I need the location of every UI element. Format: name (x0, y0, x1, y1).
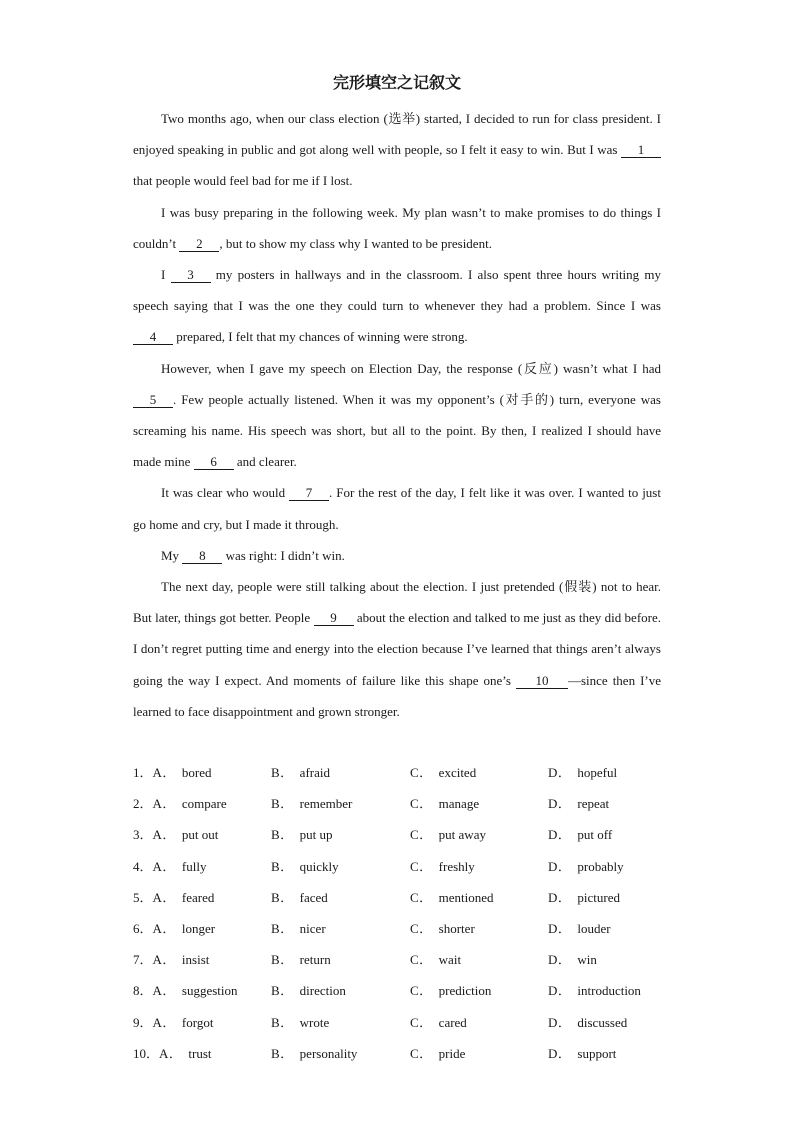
option-c[interactable] (410, 944, 461, 975)
question-number: 7． (133, 952, 153, 968)
option-b[interactable] (271, 882, 328, 913)
question-number: 1． (133, 765, 153, 780)
option-text: bored (181, 765, 212, 780)
passage-text: Two months ago, when our class election (选举) started, I decided to run for class president. I enjoyed speaking in public and got along well with people, so I felt it easy to win. But I was (133, 111, 661, 158)
option-letter: B． (271, 952, 294, 968)
option-c[interactable] (410, 975, 491, 1006)
option-letter: C． (410, 765, 433, 780)
option-letter: C． (410, 952, 433, 968)
option-letter: C． (410, 796, 433, 812)
option-text: probably (577, 858, 624, 874)
option-letter: D． (548, 1045, 572, 1061)
option-a[interactable] (133, 1038, 212, 1069)
option-c[interactable] (410, 851, 475, 882)
option-text: put out (181, 827, 219, 843)
answer-blank[interactable]: 10 (516, 673, 568, 689)
question-row (133, 882, 673, 913)
option-text: manage (438, 796, 480, 812)
option-b[interactable] (271, 757, 330, 788)
option-letter: B． (271, 1014, 294, 1030)
option-d[interactable] (548, 851, 624, 882)
paragraph (133, 477, 661, 539)
answer-blank[interactable]: 1 (621, 142, 661, 158)
option-d[interactable] (548, 788, 609, 819)
option-a[interactable] (133, 851, 206, 882)
option-d[interactable] (548, 757, 617, 788)
option-letter: D． (548, 765, 572, 780)
option-text: afraid (299, 765, 330, 780)
option-d[interactable] (548, 975, 641, 1006)
answer-blank[interactable]: 3 (171, 267, 211, 283)
option-letter: C． (410, 920, 433, 936)
option-text: quickly (299, 858, 339, 874)
option-letter: A． (159, 1045, 183, 1061)
option-a[interactable] (133, 882, 214, 913)
option-letter: D． (548, 983, 572, 999)
option-text: wait (438, 952, 462, 968)
passage-text: and clearer. (233, 454, 297, 470)
passage-text: My (161, 547, 183, 563)
option-letter: C． (410, 889, 433, 905)
option-letter: D． (548, 920, 572, 936)
paragraph (133, 540, 661, 571)
question-number: 3． (133, 827, 153, 843)
cloze-passage (133, 103, 661, 727)
option-d[interactable] (548, 913, 611, 944)
answer-blank[interactable]: 5 (133, 392, 173, 408)
option-letter: B． (271, 889, 294, 905)
option-text: feared (181, 889, 215, 905)
option-text: pictured (577, 889, 620, 905)
option-b[interactable] (271, 975, 346, 1006)
option-letter: D． (548, 858, 572, 874)
option-text: prediction (438, 983, 492, 999)
passage-text: However, when I gave my speech on Election Day, the response (反应) wasn’t what I had (161, 360, 661, 376)
question-row (133, 851, 673, 882)
question-number: 6． (133, 920, 153, 936)
passage-text: It was clear who would (161, 485, 290, 501)
option-text: repeat (577, 796, 610, 812)
option-b[interactable] (271, 788, 352, 819)
option-text: trust (188, 1045, 212, 1061)
option-letter: B． (271, 1045, 294, 1061)
option-c[interactable] (410, 788, 479, 819)
option-text: pride (438, 1045, 466, 1061)
question-number: 10． (133, 1045, 160, 1061)
question-row (133, 1038, 673, 1069)
option-text: insist (181, 952, 210, 968)
option-letter: B． (271, 858, 294, 874)
option-a[interactable] (133, 975, 238, 1006)
option-d[interactable] (548, 1038, 616, 1069)
passage-text: about the election and talked to me just as they did before. I don’t regret putting time and energy into the election because I’ve learned that things aren’t always going the way I expect. And moments of failure like this shape one’s (133, 610, 661, 688)
option-text: fully (181, 858, 207, 874)
option-text: put off (577, 827, 613, 843)
option-a[interactable] (133, 1007, 213, 1038)
option-letter: C． (410, 827, 433, 843)
option-letter: B． (271, 827, 294, 843)
option-c[interactable] (410, 1007, 467, 1038)
option-text: suggestion (181, 983, 238, 999)
option-text: put up (299, 827, 333, 843)
question-row (133, 819, 673, 850)
passage-text: The next day, people were still talking about the election. I just pretended (假装) not to hear. But later, things got better. People (133, 579, 661, 626)
option-letter: B． (271, 765, 294, 780)
option-b[interactable] (271, 913, 326, 944)
option-c[interactable] (410, 1038, 465, 1069)
answer-blank[interactable]: 7 (289, 485, 329, 501)
option-letter: A． (152, 983, 176, 999)
option-d[interactable] (548, 819, 612, 850)
option-letter: A． (152, 796, 176, 812)
option-b[interactable] (271, 1038, 357, 1069)
option-c[interactable] (410, 882, 494, 913)
question-row (133, 1007, 673, 1038)
answer-blank[interactable]: 6 (194, 454, 234, 470)
passage-text: that people would feel bad for me if I lost. (133, 173, 353, 189)
option-c[interactable] (410, 819, 486, 850)
answer-blank[interactable]: 2 (179, 236, 219, 252)
option-d[interactable] (548, 882, 620, 913)
question-row (133, 913, 673, 944)
option-text: discussed (577, 1014, 628, 1030)
passage-text: was right: I didn’t win. (222, 547, 345, 563)
option-letter: D． (548, 889, 572, 905)
question-row (133, 757, 673, 788)
question-number: 2． (133, 796, 153, 812)
paragraph (133, 259, 661, 353)
option-letter: A． (152, 952, 176, 968)
paragraph (133, 571, 661, 727)
question-number: 8． (133, 983, 153, 999)
option-text: shorter (438, 920, 475, 936)
option-text: return (299, 952, 331, 968)
option-text: support (577, 1045, 617, 1061)
option-letter: A． (152, 765, 176, 780)
question-row (133, 975, 673, 1006)
option-letter: A． (152, 889, 176, 905)
option-a[interactable] (133, 913, 215, 944)
option-text: mentioned (438, 889, 494, 905)
option-b[interactable] (271, 944, 331, 975)
option-letter: C． (410, 983, 433, 999)
option-text: introduction (577, 983, 641, 999)
question-number: 4． (133, 858, 153, 874)
option-letter: A． (152, 827, 176, 843)
option-d[interactable] (548, 944, 597, 975)
passage-text: , but to show my class why I wanted to be president. (219, 235, 492, 251)
option-letter: D． (548, 952, 572, 968)
question-row (133, 944, 673, 975)
option-text: wrote (299, 1014, 330, 1030)
option-text: faced (299, 889, 328, 905)
option-a[interactable] (133, 757, 212, 788)
option-text: win (577, 952, 597, 968)
question-row (133, 788, 673, 819)
option-a[interactable] (133, 819, 218, 850)
passage-text: —since then I’ve learned to face disappointment and grown stronger. (133, 672, 661, 719)
option-text: remember (299, 796, 353, 812)
option-a[interactable] (133, 788, 227, 819)
answer-options (133, 757, 673, 1069)
option-b[interactable] (271, 1007, 329, 1038)
passage-text: I was busy preparing in the following week. My plan wasn’t to make promises to do things I couldn’t (133, 204, 661, 251)
answer-blank[interactable]: 4 (133, 329, 173, 345)
option-letter: B． (271, 983, 294, 999)
option-text: freshly (438, 858, 475, 874)
option-letter: C． (410, 858, 433, 874)
option-text: compare (181, 796, 227, 812)
passage-text: . Few people actually listened. When it was my opponent’s (对手的) turn, everyone was screaming his name. His speech was short, but all to the point. By then, I realized I should have made mine (133, 391, 661, 470)
option-text: personality (299, 1045, 358, 1061)
option-text: longer (181, 920, 216, 936)
option-b[interactable] (271, 819, 333, 850)
option-letter: D． (548, 1014, 572, 1030)
option-text: forgot (181, 1014, 214, 1030)
option-a[interactable] (133, 944, 209, 975)
option-text: excited (438, 765, 477, 780)
option-d[interactable] (548, 1007, 627, 1038)
question-number: 5． (133, 889, 153, 905)
paragraph (133, 353, 661, 478)
option-letter: C． (410, 1045, 433, 1061)
page-title: 完形填空之记叙文 (332, 73, 461, 92)
option-text: nicer (299, 920, 326, 936)
option-letter: A． (152, 920, 176, 936)
option-b[interactable] (271, 851, 339, 882)
passage-text: I (161, 267, 171, 283)
question-number: 9． (133, 1014, 153, 1030)
option-c[interactable] (410, 757, 476, 788)
option-text: put away (438, 827, 486, 843)
paragraph (133, 197, 661, 259)
passage-text: my posters in hallways and in the classroom. I also spent three hours writing my speech saying that I was the one they could turn to whenever they had a problem. Since I was (133, 267, 661, 314)
option-letter: A． (152, 1014, 176, 1030)
option-text: louder (577, 920, 611, 936)
option-letter: B． (271, 920, 294, 936)
option-text: direction (299, 983, 346, 999)
option-letter: B． (271, 796, 294, 812)
option-letter: A． (152, 858, 176, 874)
option-letter: C． (410, 1014, 433, 1030)
option-c[interactable] (410, 913, 475, 944)
passage-text: prepared, I felt that my chances of winning were strong. (173, 329, 468, 345)
option-text: cared (438, 1014, 467, 1030)
option-text: hopeful (577, 765, 618, 780)
paragraph (133, 103, 661, 197)
answer-blank[interactable]: 9 (314, 610, 354, 626)
passage-text: . For the rest of the day, I felt like it was over. I wanted to just go home and cry, but I made it through. (133, 485, 661, 532)
option-letter: D． (548, 796, 572, 812)
answer-blank[interactable]: 8 (182, 548, 222, 564)
option-letter: D． (548, 827, 572, 843)
